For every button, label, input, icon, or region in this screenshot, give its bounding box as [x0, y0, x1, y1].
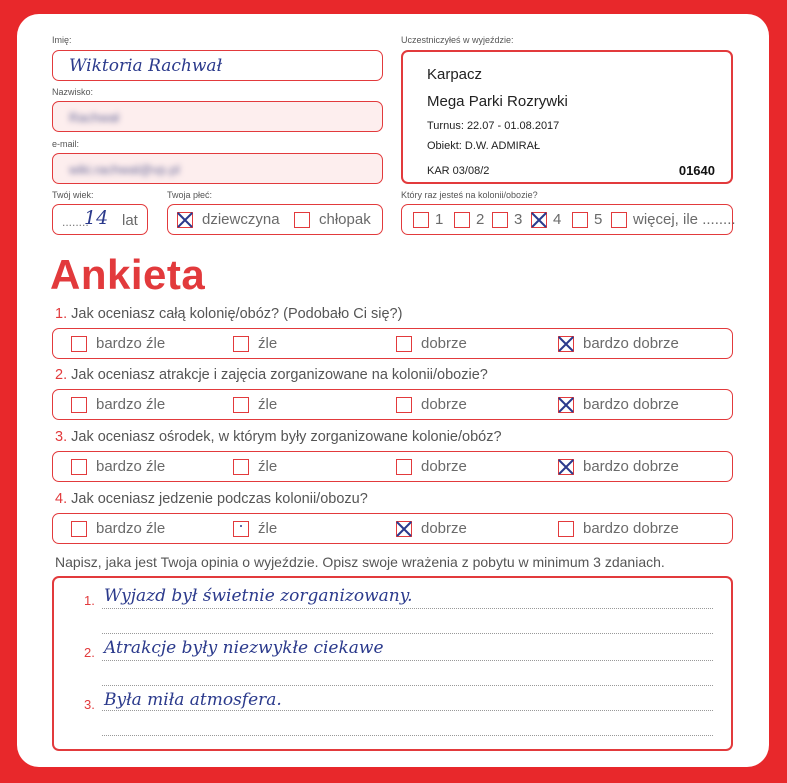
rating-checkbox[interactable]	[71, 459, 87, 475]
rating-row-3	[52, 451, 733, 482]
surname-label: Nazwisko:	[52, 87, 94, 97]
question-4	[55, 491, 368, 507]
rating-row-1	[52, 328, 733, 359]
name-value: Wiktoria Rachwał	[69, 56, 223, 76]
rating-checkbox[interactable]	[396, 397, 412, 413]
rating-option-label: bardzo dobrze	[583, 335, 679, 352]
rating-option-label: źle	[258, 335, 278, 352]
rating-checkbox[interactable]	[558, 459, 574, 475]
rating-checkbox[interactable]	[233, 521, 249, 537]
times-checkbox-1[interactable]	[413, 212, 429, 228]
email-field[interactable]	[52, 153, 383, 184]
answer-line	[102, 660, 713, 661]
trip-obiekt: Obiekt: D.W. ADMIRAŁ	[427, 140, 541, 152]
rating-checkbox[interactable]	[71, 397, 87, 413]
rating-checkbox[interactable]	[233, 459, 249, 475]
trip-number: 01640	[678, 163, 715, 178]
question-3	[55, 429, 502, 445]
gender-checkbox-girl[interactable]	[177, 212, 193, 228]
answer-line	[102, 735, 713, 736]
rating-checkbox[interactable]	[233, 397, 249, 413]
gender-option-girl: dziewczyna	[202, 211, 280, 228]
rating-option-label: źle	[258, 396, 278, 413]
rating-option-label: bardzo źle	[96, 520, 166, 537]
trip-box	[401, 50, 733, 184]
trip-code: KAR 03/08/2	[427, 165, 490, 177]
answer-text: Była miła atmosfera.	[104, 690, 282, 710]
rating-option-label: bardzo źle	[96, 458, 166, 475]
rating-option-label: źle	[258, 458, 278, 475]
survey-sheet	[17, 14, 769, 767]
times-checkbox-5[interactable]	[572, 212, 588, 228]
rating-checkbox[interactable]	[233, 336, 249, 352]
rating-option-label: dobrze	[421, 335, 467, 352]
question-number: 4.	[55, 491, 68, 507]
opinion-prompt: Napisz, jaka jest Twoja opinia o wyjeździe. Opisz swoje wrażenia z pobytu w minimum 3 zdaniach.	[55, 554, 665, 570]
times-option-4: 4	[553, 211, 562, 228]
times-checkbox-3[interactable]	[492, 212, 508, 228]
answer-line	[102, 608, 713, 609]
survey-title: Ankieta	[50, 251, 206, 298]
rating-checkbox[interactable]	[558, 336, 574, 352]
email-value: wiki.rachwal@vp.pl	[69, 162, 180, 177]
gender-checkbox-boy[interactable]	[294, 212, 310, 228]
question-text: Jak oceniasz atrakcje i zajęcia zorganizowane na kolonii/obozie?	[71, 367, 488, 383]
times-checkbox-4[interactable]	[531, 212, 547, 228]
surname-value: Rachwał	[69, 110, 119, 125]
rating-checkbox[interactable]	[71, 336, 87, 352]
gender-option-boy: chłopak	[319, 211, 371, 228]
answer-number: 1.	[84, 593, 95, 608]
age-dots: ........	[62, 215, 89, 229]
rating-option-label: dobrze	[421, 458, 467, 475]
rating-checkbox[interactable]	[396, 521, 412, 537]
times-option-6: więcej, ile ........	[633, 211, 736, 228]
rating-row-2	[52, 389, 733, 420]
rating-checkbox[interactable]	[396, 336, 412, 352]
question-text: Jak oceniasz ośrodek, w którym były zorganizowane kolonie/obóz?	[71, 429, 502, 445]
email-label: e-mail:	[52, 139, 80, 149]
trip-turnus: Turnus: 22.07 - 01.08.2017	[427, 120, 560, 132]
rating-checkbox[interactable]	[71, 521, 87, 537]
question-number: 3.	[55, 429, 68, 445]
rating-option-label: bardzo dobrze	[583, 458, 679, 475]
answer-text: Wyjazd był świetnie zorganizowany.	[104, 586, 413, 606]
question-text: Jak oceniasz jedzenie podczas kolonii/obozu?	[71, 491, 368, 507]
opinion-box[interactable]	[52, 576, 733, 751]
rating-option-label: dobrze	[421, 520, 467, 537]
name-field[interactable]	[52, 50, 383, 81]
trip-park: Mega Parki Rozrywki	[427, 93, 568, 110]
question-1	[55, 306, 402, 322]
gender-field	[167, 204, 383, 235]
answer-number: 3.	[84, 697, 95, 712]
question-number: 1.	[55, 306, 68, 322]
question-2	[55, 367, 488, 383]
age-value: 14	[84, 207, 109, 229]
question-number: 2.	[55, 367, 68, 383]
answer-number: 2.	[84, 645, 95, 660]
times-field	[401, 204, 736, 235]
times-checkbox-2[interactable]	[454, 212, 470, 228]
rating-option-label: bardzo źle	[96, 335, 166, 352]
rating-checkbox[interactable]	[558, 397, 574, 413]
answer-text: Atrakcje były niezwykłe ciekawe	[104, 638, 384, 658]
question-text: Jak oceniasz całą kolonię/obóz? (Podobało Ci się?)	[71, 306, 403, 322]
surname-field[interactable]	[52, 101, 383, 132]
rating-option-label: bardzo dobrze	[583, 520, 679, 537]
times-label: Który raz jesteś na kolonii/obozie?	[401, 190, 538, 200]
gender-label: Twoja płeć:	[167, 190, 213, 200]
answer-line	[102, 633, 713, 634]
times-checkbox-6[interactable]	[611, 212, 627, 228]
age-label: Twój wiek:	[52, 190, 94, 200]
trip-place: Karpacz	[427, 66, 483, 83]
trip-label: Uczestniczyłeś w wyjeździe:	[401, 35, 514, 45]
rating-checkbox[interactable]	[396, 459, 412, 475]
rating-option-label: bardzo źle	[96, 396, 166, 413]
age-field[interactable]	[52, 204, 148, 235]
name-label: Imię:	[52, 35, 72, 45]
rating-option-label: bardzo dobrze	[583, 396, 679, 413]
rating-row-4	[52, 513, 733, 544]
age-unit: lat	[122, 212, 138, 229]
rating-option-label: dobrze	[421, 396, 467, 413]
rating-option-label: źle	[258, 520, 278, 537]
times-option-3: 3	[514, 211, 523, 228]
rating-checkbox[interactable]	[558, 521, 574, 537]
times-option-1: 1	[435, 211, 444, 228]
times-option-2: 2	[476, 211, 485, 228]
answer-line	[102, 685, 713, 686]
answer-line	[102, 710, 713, 711]
times-option-5: 5	[594, 211, 603, 228]
